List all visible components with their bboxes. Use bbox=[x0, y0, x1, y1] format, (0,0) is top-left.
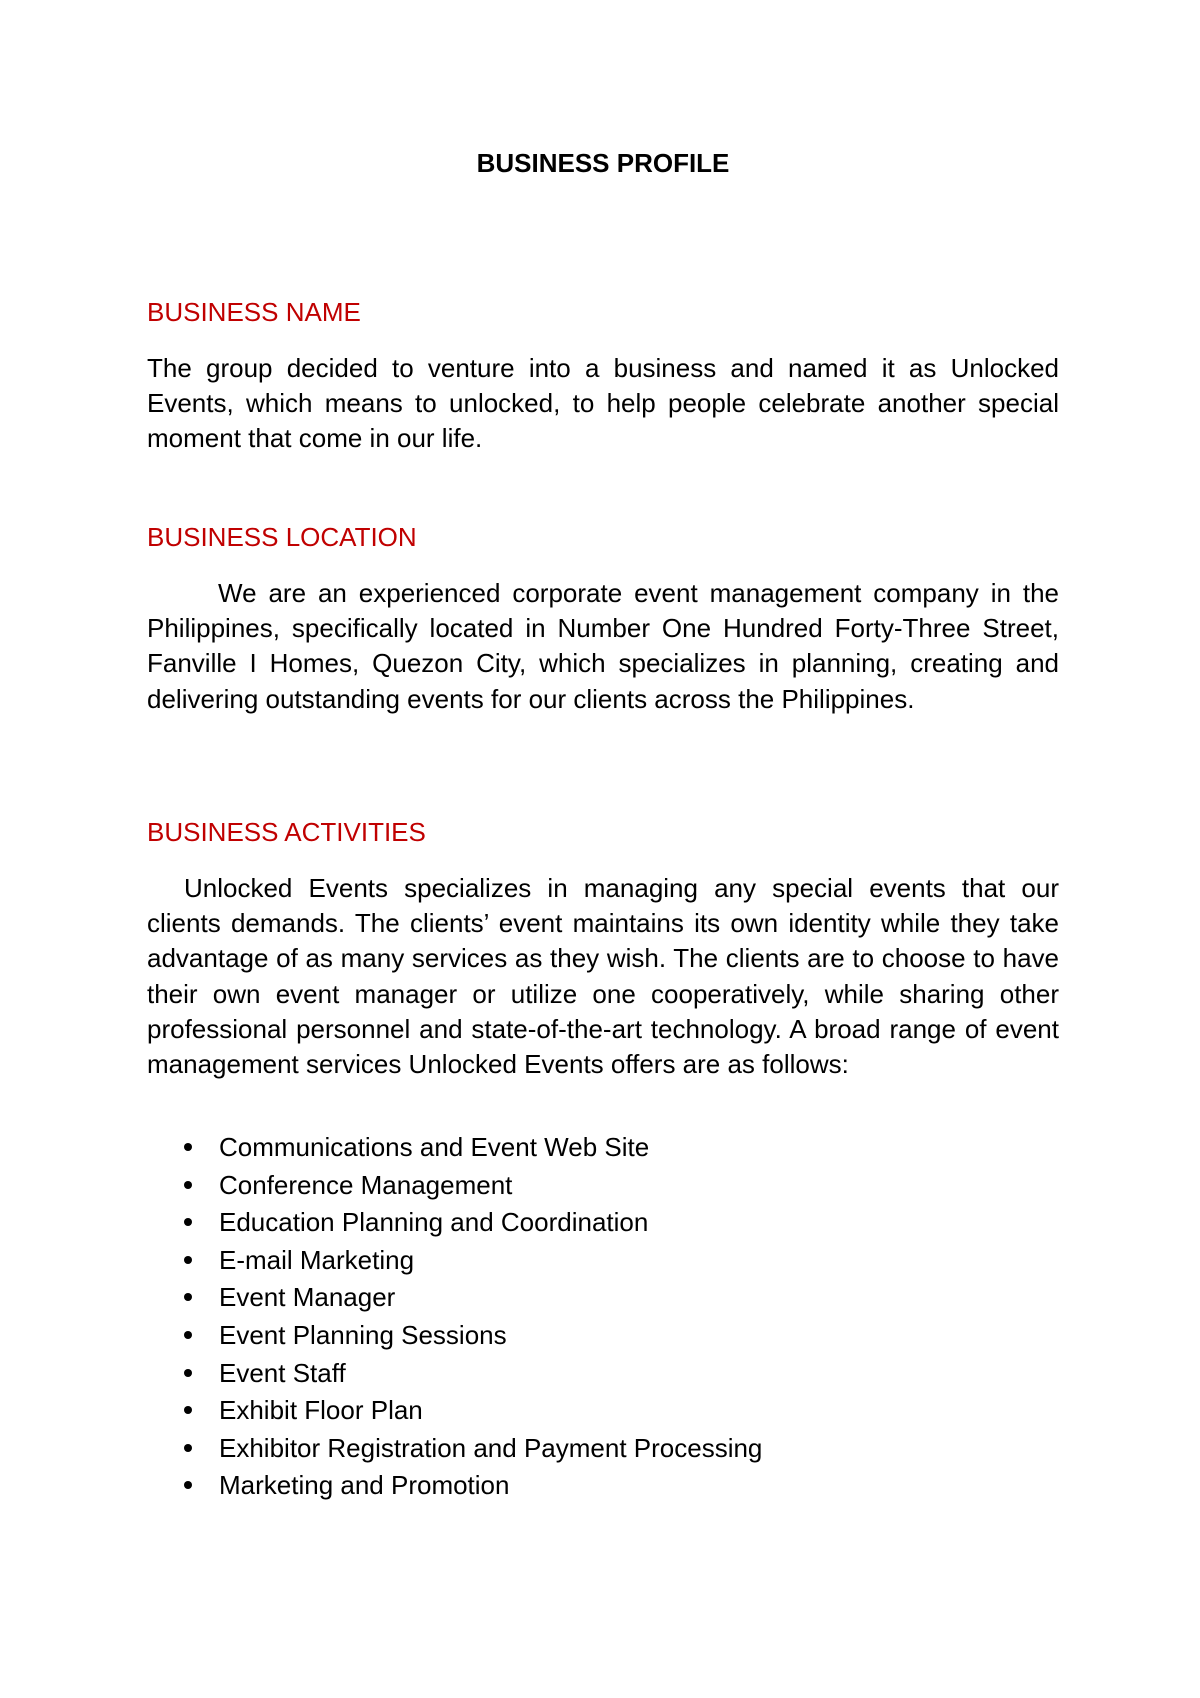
list-item-label: Exhibitor Registration and Payment Processing bbox=[219, 1432, 763, 1463]
bullet-icon bbox=[184, 1256, 192, 1264]
list-item bbox=[147, 1355, 762, 1393]
list-item-label: Event Planning Sessions bbox=[219, 1319, 507, 1350]
list-item-label: Education Planning and Coordination bbox=[219, 1207, 649, 1238]
services-list bbox=[147, 1129, 762, 1505]
list-item bbox=[147, 1317, 762, 1355]
bullet-icon bbox=[184, 1143, 192, 1151]
list-item bbox=[147, 1392, 762, 1430]
bullet-icon bbox=[184, 1181, 192, 1189]
bullet-icon bbox=[184, 1293, 192, 1301]
list-item bbox=[147, 1129, 762, 1167]
list-item-label: Marketing and Promotion bbox=[219, 1470, 510, 1501]
bullet-icon bbox=[184, 1406, 192, 1414]
list-item bbox=[147, 1279, 762, 1317]
section-heading-business-location: BUSINESS LOCATION bbox=[147, 522, 417, 552]
business-location-paragraph: We are an experienced corporate event management company in the Philippines, specifically located in Number One Hundred Forty-Three Street, Fanville I Homes, Quezon City, which specializes in planning, creating and delivering outstanding events for our clients across the Philippines. bbox=[147, 578, 1059, 714]
section-heading-business-activities: BUSINESS ACTIVITIES bbox=[147, 817, 426, 847]
document-page bbox=[147, 0, 1059, 1698]
bullet-icon bbox=[184, 1369, 192, 1377]
list-item bbox=[147, 1167, 762, 1205]
bullet-icon bbox=[184, 1444, 192, 1452]
list-item bbox=[147, 1430, 762, 1468]
business-activities-paragraph: Unlocked Events specializes in managing any special events that our clients demands. The clients’ event maintains its own identity while they take advantage of as many services as they wish. The clients are to choose to have their own event manager or utilize one cooperatively, while sharing other professional personnel and state-of-the-art technology. A broad range of event management services Unlocked Events offers are as follows: bbox=[147, 873, 1059, 1080]
list-item-label: E-mail Marketing bbox=[219, 1244, 415, 1275]
list-item-label: Event Staff bbox=[219, 1357, 346, 1388]
list-item bbox=[147, 1467, 762, 1505]
business-name-paragraph: The group decided to venture into a business and named it as Unlocked Events, which means to unlocked, to help people celebrate another special moment that come in our life. bbox=[147, 353, 1059, 454]
section-heading-business-name: BUSINESS NAME bbox=[147, 297, 361, 327]
list-item-label: Exhibit Floor Plan bbox=[219, 1395, 423, 1426]
list-item bbox=[147, 1204, 762, 1242]
list-item bbox=[147, 1242, 762, 1280]
page-title: BUSINESS PROFILE bbox=[476, 148, 730, 178]
list-item-label: Conference Management bbox=[219, 1169, 513, 1200]
list-item-label: Communications and Event Web Site bbox=[219, 1132, 650, 1162]
bullet-icon bbox=[184, 1331, 192, 1339]
list-item-label: Event Manager bbox=[219, 1282, 396, 1313]
bullet-icon bbox=[184, 1481, 192, 1489]
bullet-icon bbox=[184, 1218, 192, 1226]
